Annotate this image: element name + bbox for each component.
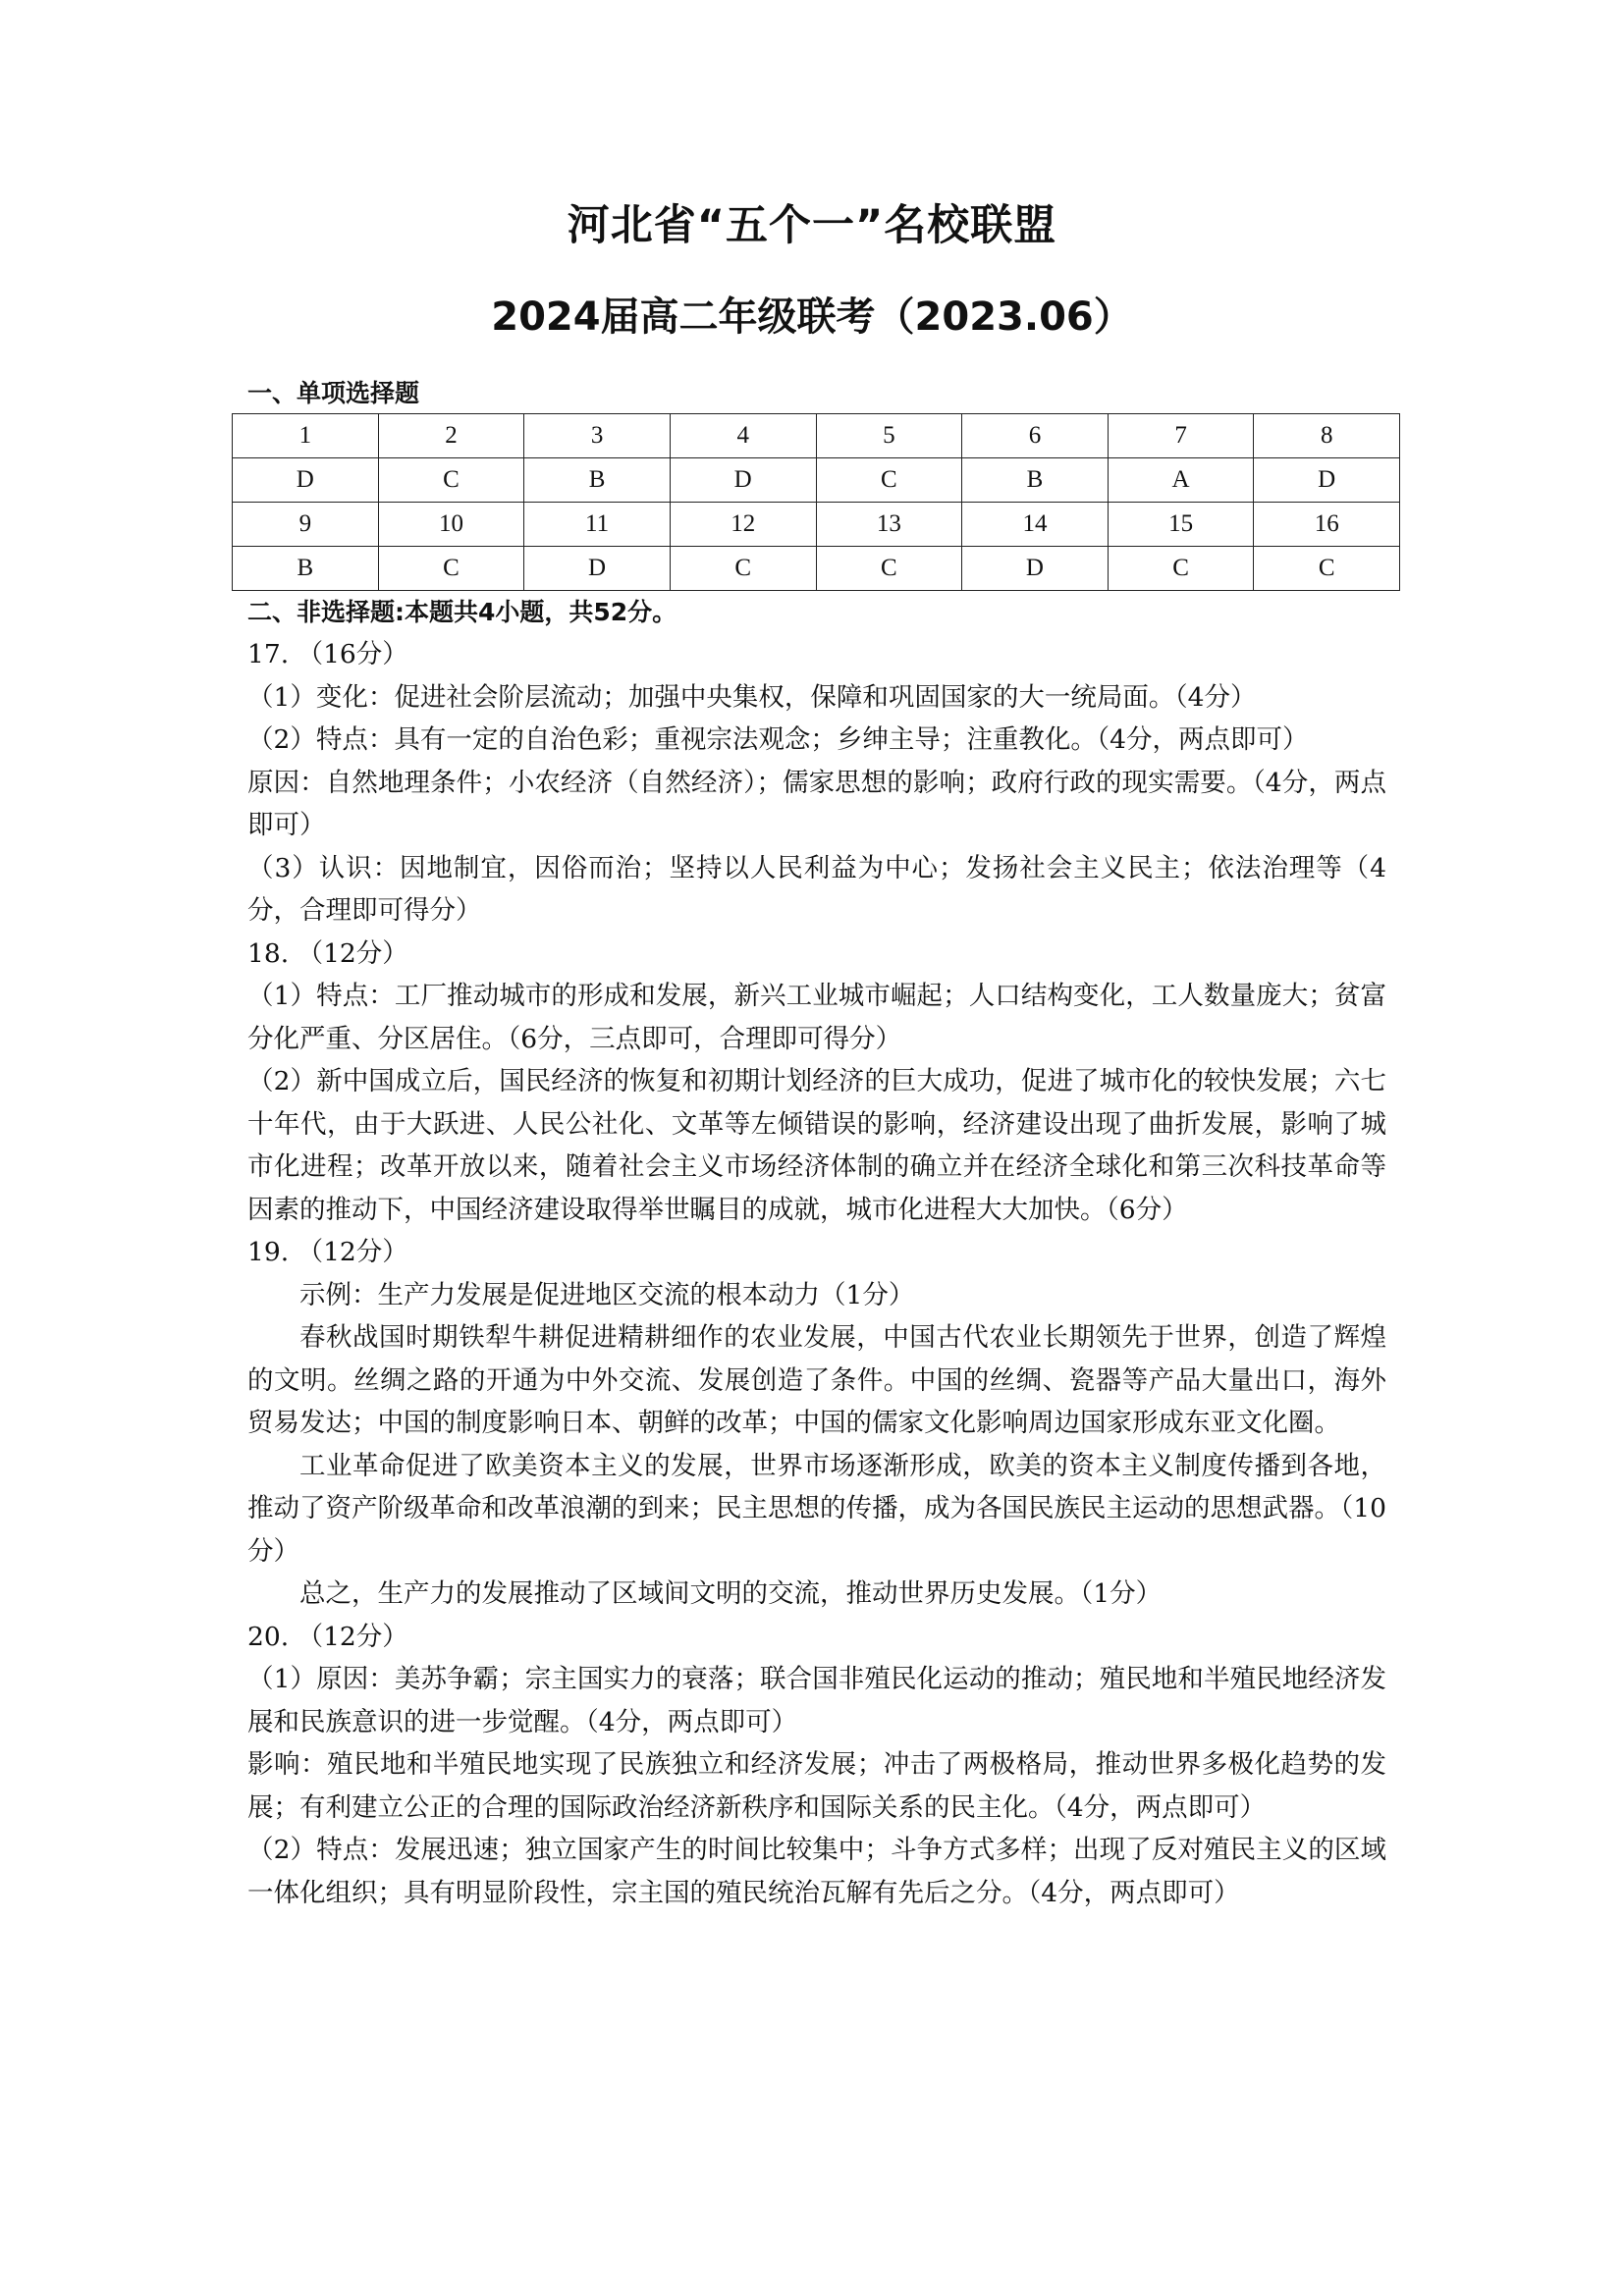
answer-table-cell: 3 [524,414,671,458]
answer-table-cell: B [524,458,671,503]
answer-table-cell: D [233,458,379,503]
answer-body [247,633,1386,1914]
section-heading-choice: 一、单项选择题 [247,379,420,407]
question-17-reasons: 原因：自然地理条件；小农经济（自然经济）；儒家思想的影响；政府行政的现实需要。（4分，两点即可） [247,767,1386,840]
answer-table-cell: C [1254,547,1400,591]
answer-table-cell: D [962,547,1109,591]
document-subtitle: 2024届高二年级联考（2023.06） [491,294,1133,340]
answer-table-row [233,458,1400,503]
question-20-impact: 影响：殖民地和半殖民地实现了民族独立和经济发展；冲击了两极格局，推动世界多极化趋势的发展；有利建立公正的合理的国际政治经济新秩序和国际关系的民主化。（4分，两点即可） [247,1749,1386,1823]
question-17-heading: 17. （16分） [247,639,408,669]
answer-table-cell: 2 [378,414,524,458]
answer-table-cell: 6 [962,414,1109,458]
answer-table-cell: 7 [1108,414,1254,458]
question-19-heading: 19. （12分） [247,1237,408,1267]
question-17-part1: （1）变化：促进社会阶层流动；加强中央集权，保障和巩固国家的大一统局面。（4分） [247,681,1257,713]
question-19-paragraph1: 春秋战国时期铁犁牛耕促进精耕细作的农业发展，中国古代农业长期领先于世界，创造了辉煌的文明。丝绸之路的开通为中外交流、发展创造了条件。中国的丝绸、瓷器等产品大量出口，海外贸易发达；中国的制度影响日本、朝鲜的改革；中国的儒家文化影响周边国家形成东亚文化圈。 [247,1322,1386,1438]
answer-table-cell: 5 [816,414,962,458]
answer-table-row [233,547,1400,591]
question-19-paragraph2: 工业革命促进了欧美资本主义的发展，世界市场逐渐形成，欧美的资本主义制度传播到各地，推动了资产阶级革命和改革浪潮的到来；民主思想的传播，成为各国民族民主运动的思想武器。（10分） [247,1450,1386,1567]
question-18-part1: （1）特点：工厂推动城市的形成和发展，新兴工业城市崛起；人口结构变化，工人数量庞大；贫富分化严重、分区居住。（6分，三点即可，合理即可得分） [247,981,1386,1054]
answer-table-cell: 14 [962,503,1109,547]
answer-table-cell: 16 [1254,503,1400,547]
answer-table-cell: 9 [233,503,379,547]
question-20-heading: 20. （12分） [247,1621,408,1652]
answer-table-cell: D [670,458,816,503]
document-title: 河北省“五个一”名校联盟 [567,201,1057,250]
answer-table-cell: 10 [378,503,524,547]
answer-table-cell: D [1254,458,1400,503]
answer-table-cell: A [1108,458,1254,503]
answer-table-cell: B [233,547,379,591]
question-20-part1: （1）原因：美苏争霸；宗主国实力的衰落；联合国非殖民化运动的推动；殖民地和半殖民地经济发展和民族意识的进一步觉醒。（4分，两点即可） [247,1664,1386,1737]
answer-table-row [233,503,1400,547]
question-18-heading: 18. （12分） [247,937,408,969]
section-heading-essay: 二、非选择题:本题共4小题，共52分。 [247,598,677,626]
answer-table-cell: 15 [1108,503,1254,547]
answer-table-cell: B [962,458,1109,503]
answer-table-cell: C [378,458,524,503]
answer-table-cell: 13 [816,503,962,547]
question-19-conclusion: 总之，生产力的发展推动了区域间文明的交流，推动世界历史发展。（1分） [299,1578,1163,1609]
answer-table-cell: 1 [233,414,379,458]
answer-table-cell: 11 [524,503,671,547]
question-19-thesis: 示例：生产力发展是促进地区交流的根本动力（1分） [299,1279,915,1310]
answer-table-cell: C [670,547,816,591]
question-18-part2: （2）新中国成立后，国民经济的恢复和初期计划经济的巨大成功，促进了城市化的较快发展；六七十年代，由于大跃进、人民公社化、文革等左倾错误的影响，经济建设出现了曲折发展，影响了城市化进程；改革开放以来，随着社会主义市场经济体制的确立并在经济全球化和第三次科技革命等因素的推动下，中国经济建设取得举世瞩目的成就，城市化进程大大加快。（6分） [247,1066,1386,1225]
answer-table-cell: 4 [670,414,816,458]
answer-table [232,413,1400,591]
answer-table-cell: D [524,547,671,591]
question-17-part3: （3）认识：因地制宜，因俗而治；坚持以人民利益为中心；发扬社会主义民主；依法治理等（4分，合理即可得分） [247,852,1386,926]
question-20-part2: （2）特点：发展迅速；独立国家产生的时间比较集中；斗争方式多样；出现了反对殖民主义的区域一体化组织；具有明显阶段性，宗主国的殖民统治瓦解有先后之分。（4分，两点即可） [247,1835,1386,1908]
answer-table-cell: C [816,458,962,503]
answer-table-cell: C [1108,547,1254,591]
answer-table-cell: 8 [1254,414,1400,458]
question-17-part2: （2）特点：具有一定的自治色彩；重视宗法观念；乡绅主导；注重教化。（4分，两点即可） [247,724,1309,755]
answer-table-cell: C [378,547,524,591]
answer-table-row [233,414,1400,458]
answer-table-cell: C [816,547,962,591]
answer-table-cell: 12 [670,503,816,547]
